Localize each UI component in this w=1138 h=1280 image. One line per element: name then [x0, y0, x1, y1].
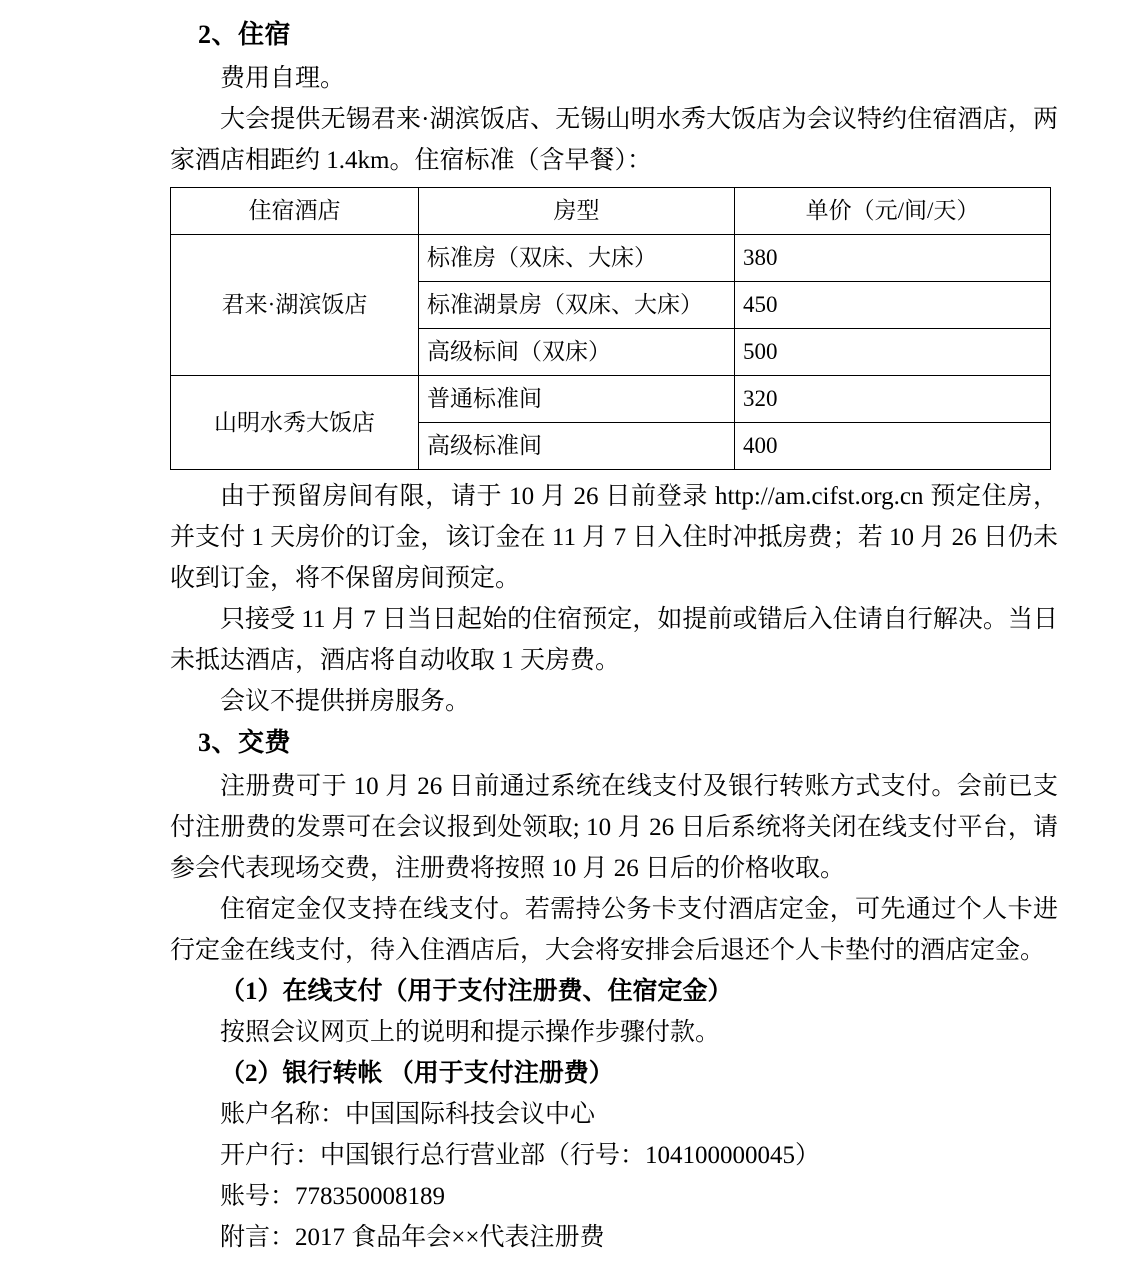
- table-row: [171, 235, 1051, 282]
- table-row: [171, 376, 1051, 423]
- table-cell-room: 标准湖景房（双床、大床）: [419, 282, 735, 329]
- table-cell-hotel-2: 山明水秀大饭店: [171, 376, 419, 470]
- table-header-price: 单价（元/间/天）: [735, 188, 1051, 235]
- bank-branch: 开户行：中国银行总行营业部（行号：104100000045）: [220, 1142, 821, 1169]
- table-cell-room: 普通标准间: [419, 376, 735, 423]
- table-cell-room: 标准房（双床、大床）: [419, 235, 735, 282]
- table-header-roomtype: 房型: [419, 188, 735, 235]
- table-cell-price: 400: [735, 423, 1051, 470]
- bank-account-name: 账户名称：中国国际科技会议中心: [220, 1101, 596, 1128]
- subheading-bank-transfer: （2）银行转帐 （用于支付注册费）: [220, 1060, 614, 1087]
- paragraph-hotels-intro: 大会提供无锡君来·湖滨饭店、无锡山明水秀大饭店为会议特约住宿酒店，两家酒店相距约 1.4km。住宿标准（含早餐）：: [170, 106, 1058, 174]
- hotel-price-table: [170, 187, 1051, 470]
- table-cell-price: 380: [735, 235, 1051, 282]
- section-heading-3: 3、交费: [198, 728, 292, 757]
- paragraph-online-payment-steps: 按照会议网页上的说明和提示操作步骤付款。: [220, 1019, 721, 1046]
- paragraph-no-share-room: 会议不提供拼房服务。: [220, 688, 471, 715]
- paragraph-checkin-policy: 只接受 11 月 7 日当日起始的住宿预定，如提前或错后入住请自行解决。当日未抵达酒店，酒店将自动收取 1 天房费。: [170, 606, 1058, 674]
- table-header-hotel: 住宿酒店: [171, 188, 419, 235]
- table-cell-price: 500: [735, 329, 1051, 376]
- paragraph-fee-self: 费用自理。: [220, 65, 346, 92]
- table-header-row: [171, 188, 1051, 235]
- subheading-online-payment: （1）在线支付（用于支付注册费、住宿定金）: [220, 978, 733, 1005]
- table-cell-hotel-1: 君来·湖滨饭店: [171, 235, 419, 376]
- paragraph-deposit-online: 住宿定金仅支持在线支付。若需持公务卡支付酒店定金，可先通过个人卡进行定金在线支付，待入住酒店后，大会将安排会后退还个人卡垫付的酒店定金。: [170, 896, 1058, 964]
- section-heading-2: 2、住宿: [198, 20, 292, 49]
- bank-memo: 附言：2017 食品年会××代表注册费: [220, 1224, 605, 1251]
- bank-account-number: 账号：778350008189: [220, 1183, 446, 1210]
- paragraph-payment-deadline: 注册费可于 10 月 26 日前通过系统在线支付及银行转账方式支付。会前已支付注册费的发票可在会议报到处领取; 10 月 26 日后系统将关闭在线支付平台，请参会代表现场交费，注册费将按照 10 月 26 日后的价格收取。: [170, 773, 1058, 882]
- table-cell-price: 320: [735, 376, 1051, 423]
- paragraph-booking-deadline: 由于预留房间有限，请于 10 月 26 日前登录 http://am.cifst.org.cn 预定住房，并支付 1 天房价的订金，该订金在 11 月 7 日入住时冲抵房费；若 10 月 26 日仍未收到订金，将不保留房间预定。: [170, 483, 1058, 592]
- table-cell-room: 高级标准间: [419, 423, 735, 470]
- table-cell-price: 450: [735, 282, 1051, 329]
- hotel-table-wrapper: [170, 187, 1058, 470]
- table-cell-room: 高级标间（双床）: [419, 329, 735, 376]
